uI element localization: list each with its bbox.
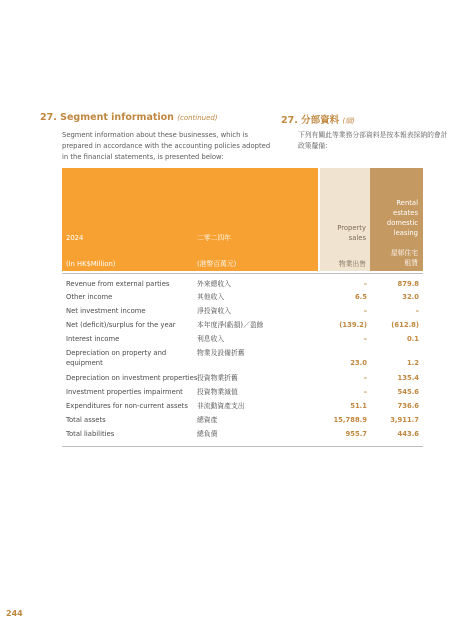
row-value-property-sales: 15,788.9 xyxy=(333,416,367,424)
row-value-property-sales: 955.7 xyxy=(345,430,367,438)
row-label-en: Other income xyxy=(66,293,113,301)
row-label-zh: 本年度淨(虧損)／盈餘 xyxy=(197,321,264,329)
row-value-property-sales: – xyxy=(363,307,367,315)
row-value-rental: 545.6 xyxy=(397,388,419,396)
intro-paragraph-en: Segment information about these businesses, which is prepared in accordance with the accounting policies adopted in the financial statements, is presented below: xyxy=(62,131,271,161)
row-label-zh: 淨投資收入 xyxy=(197,307,231,315)
col-property-sales-header xyxy=(320,223,366,243)
row-label-en: Net investment income xyxy=(66,307,146,315)
table-header-col1-block xyxy=(319,168,370,271)
row-value-rental: 135.4 xyxy=(397,374,419,382)
row-value-rental: 0.1 xyxy=(406,335,419,343)
col-property-sales-header-zh: 物業出售 xyxy=(338,260,366,268)
row-label-zh: 外來總收入 xyxy=(197,280,231,288)
row-value-property-sales: 23.0 xyxy=(350,359,367,367)
row-value-property-sales: – xyxy=(363,388,367,396)
row-label-en: Depreciation on investment properties xyxy=(66,374,198,382)
row-label-zh: 利息收入 xyxy=(197,335,225,343)
table-unit-zh: (港幣百萬元) xyxy=(197,260,237,268)
row-label-zh: 物業及設備折舊 xyxy=(197,349,245,357)
row-label-zh: 非流動資產支出 xyxy=(197,402,245,410)
row-value-rental: 736.6 xyxy=(397,402,419,410)
row-value-rental: – xyxy=(415,307,419,315)
row-label-zh: 投資物業折舊 xyxy=(197,374,238,382)
row-label-zh: 投資物業減值 xyxy=(197,388,238,396)
col-rental-header-zh-line2: 租賃 xyxy=(404,259,418,267)
col-rental-header xyxy=(372,198,418,238)
row-label-zh: 總負債 xyxy=(197,430,218,438)
col-rental-header-zh-line1: 屋邨住宅 xyxy=(390,249,418,257)
col-rental-header-zh xyxy=(372,248,418,268)
row-value-property-sales: – xyxy=(363,335,367,343)
table-bottom-divider xyxy=(62,446,423,447)
col-property-sales-header-line2: sales xyxy=(348,234,366,242)
row-label-en: Interest income xyxy=(66,335,120,343)
col-rental-header-line2: estates xyxy=(393,209,418,217)
page-number: 244 xyxy=(6,609,23,618)
col-property-sales-header-line1: Property xyxy=(337,224,366,232)
section-title-zh xyxy=(281,112,355,126)
row-label-en: Revenue from external parties xyxy=(66,280,170,288)
row-label-en: Expenditures for non-current assets xyxy=(66,402,188,410)
section-title-en xyxy=(40,112,218,123)
row-value-property-sales: 6.5 xyxy=(354,293,367,301)
row-value-property-sales: – xyxy=(363,280,367,288)
row-value-property-sales: 51.1 xyxy=(350,402,367,410)
col-rental-header-line4: leasing xyxy=(393,229,418,237)
row-label-zh: 其他收入 xyxy=(197,293,225,301)
section-title-zh-text: 27. 分部資料 xyxy=(281,115,340,126)
table-header-label-block xyxy=(62,168,319,271)
section-title-en-continued: (continued) xyxy=(177,114,218,122)
section-title-en-text: 27. Segment information xyxy=(40,112,174,123)
intro-paragraph-zh: 下列有關此等業務分部資料是按本報表採納的會計政策釐備： xyxy=(298,131,448,150)
row-label-en: Total liabilities xyxy=(66,430,115,438)
table-year-zh: 二零二四年 xyxy=(197,234,231,242)
section-title-zh-continued: (續) xyxy=(342,117,355,125)
row-label-en: Depreciation on property and equipment xyxy=(66,349,167,367)
row-label-en: Total assets xyxy=(66,416,106,424)
row-value-property-sales: – xyxy=(363,374,367,382)
row-value-rental: 3,911.7 xyxy=(390,416,419,424)
row-label-en: Net (deficit)/surplus for the year xyxy=(66,321,176,329)
row-value-rental: 879.8 xyxy=(397,280,419,288)
table-header-separator xyxy=(318,168,320,271)
table-header-divider xyxy=(62,273,423,274)
table-year-en: 2024 xyxy=(66,234,84,242)
row-value-property-sales: (139.2) xyxy=(339,321,367,329)
row-value-rental: 443.6 xyxy=(397,430,419,438)
col-rental-header-line1: Rental xyxy=(396,199,418,207)
row-value-rental: 1.2 xyxy=(406,359,419,367)
table-unit-en: (in HK$Million) xyxy=(66,260,116,268)
col-rental-header-line3: domestic xyxy=(386,219,418,227)
row-value-rental: 32.0 xyxy=(402,293,419,301)
row-value-rental: (612.8) xyxy=(391,321,419,329)
row-label-zh: 總資產 xyxy=(197,416,218,424)
row-label-en: Investment properties impairment xyxy=(66,388,183,396)
